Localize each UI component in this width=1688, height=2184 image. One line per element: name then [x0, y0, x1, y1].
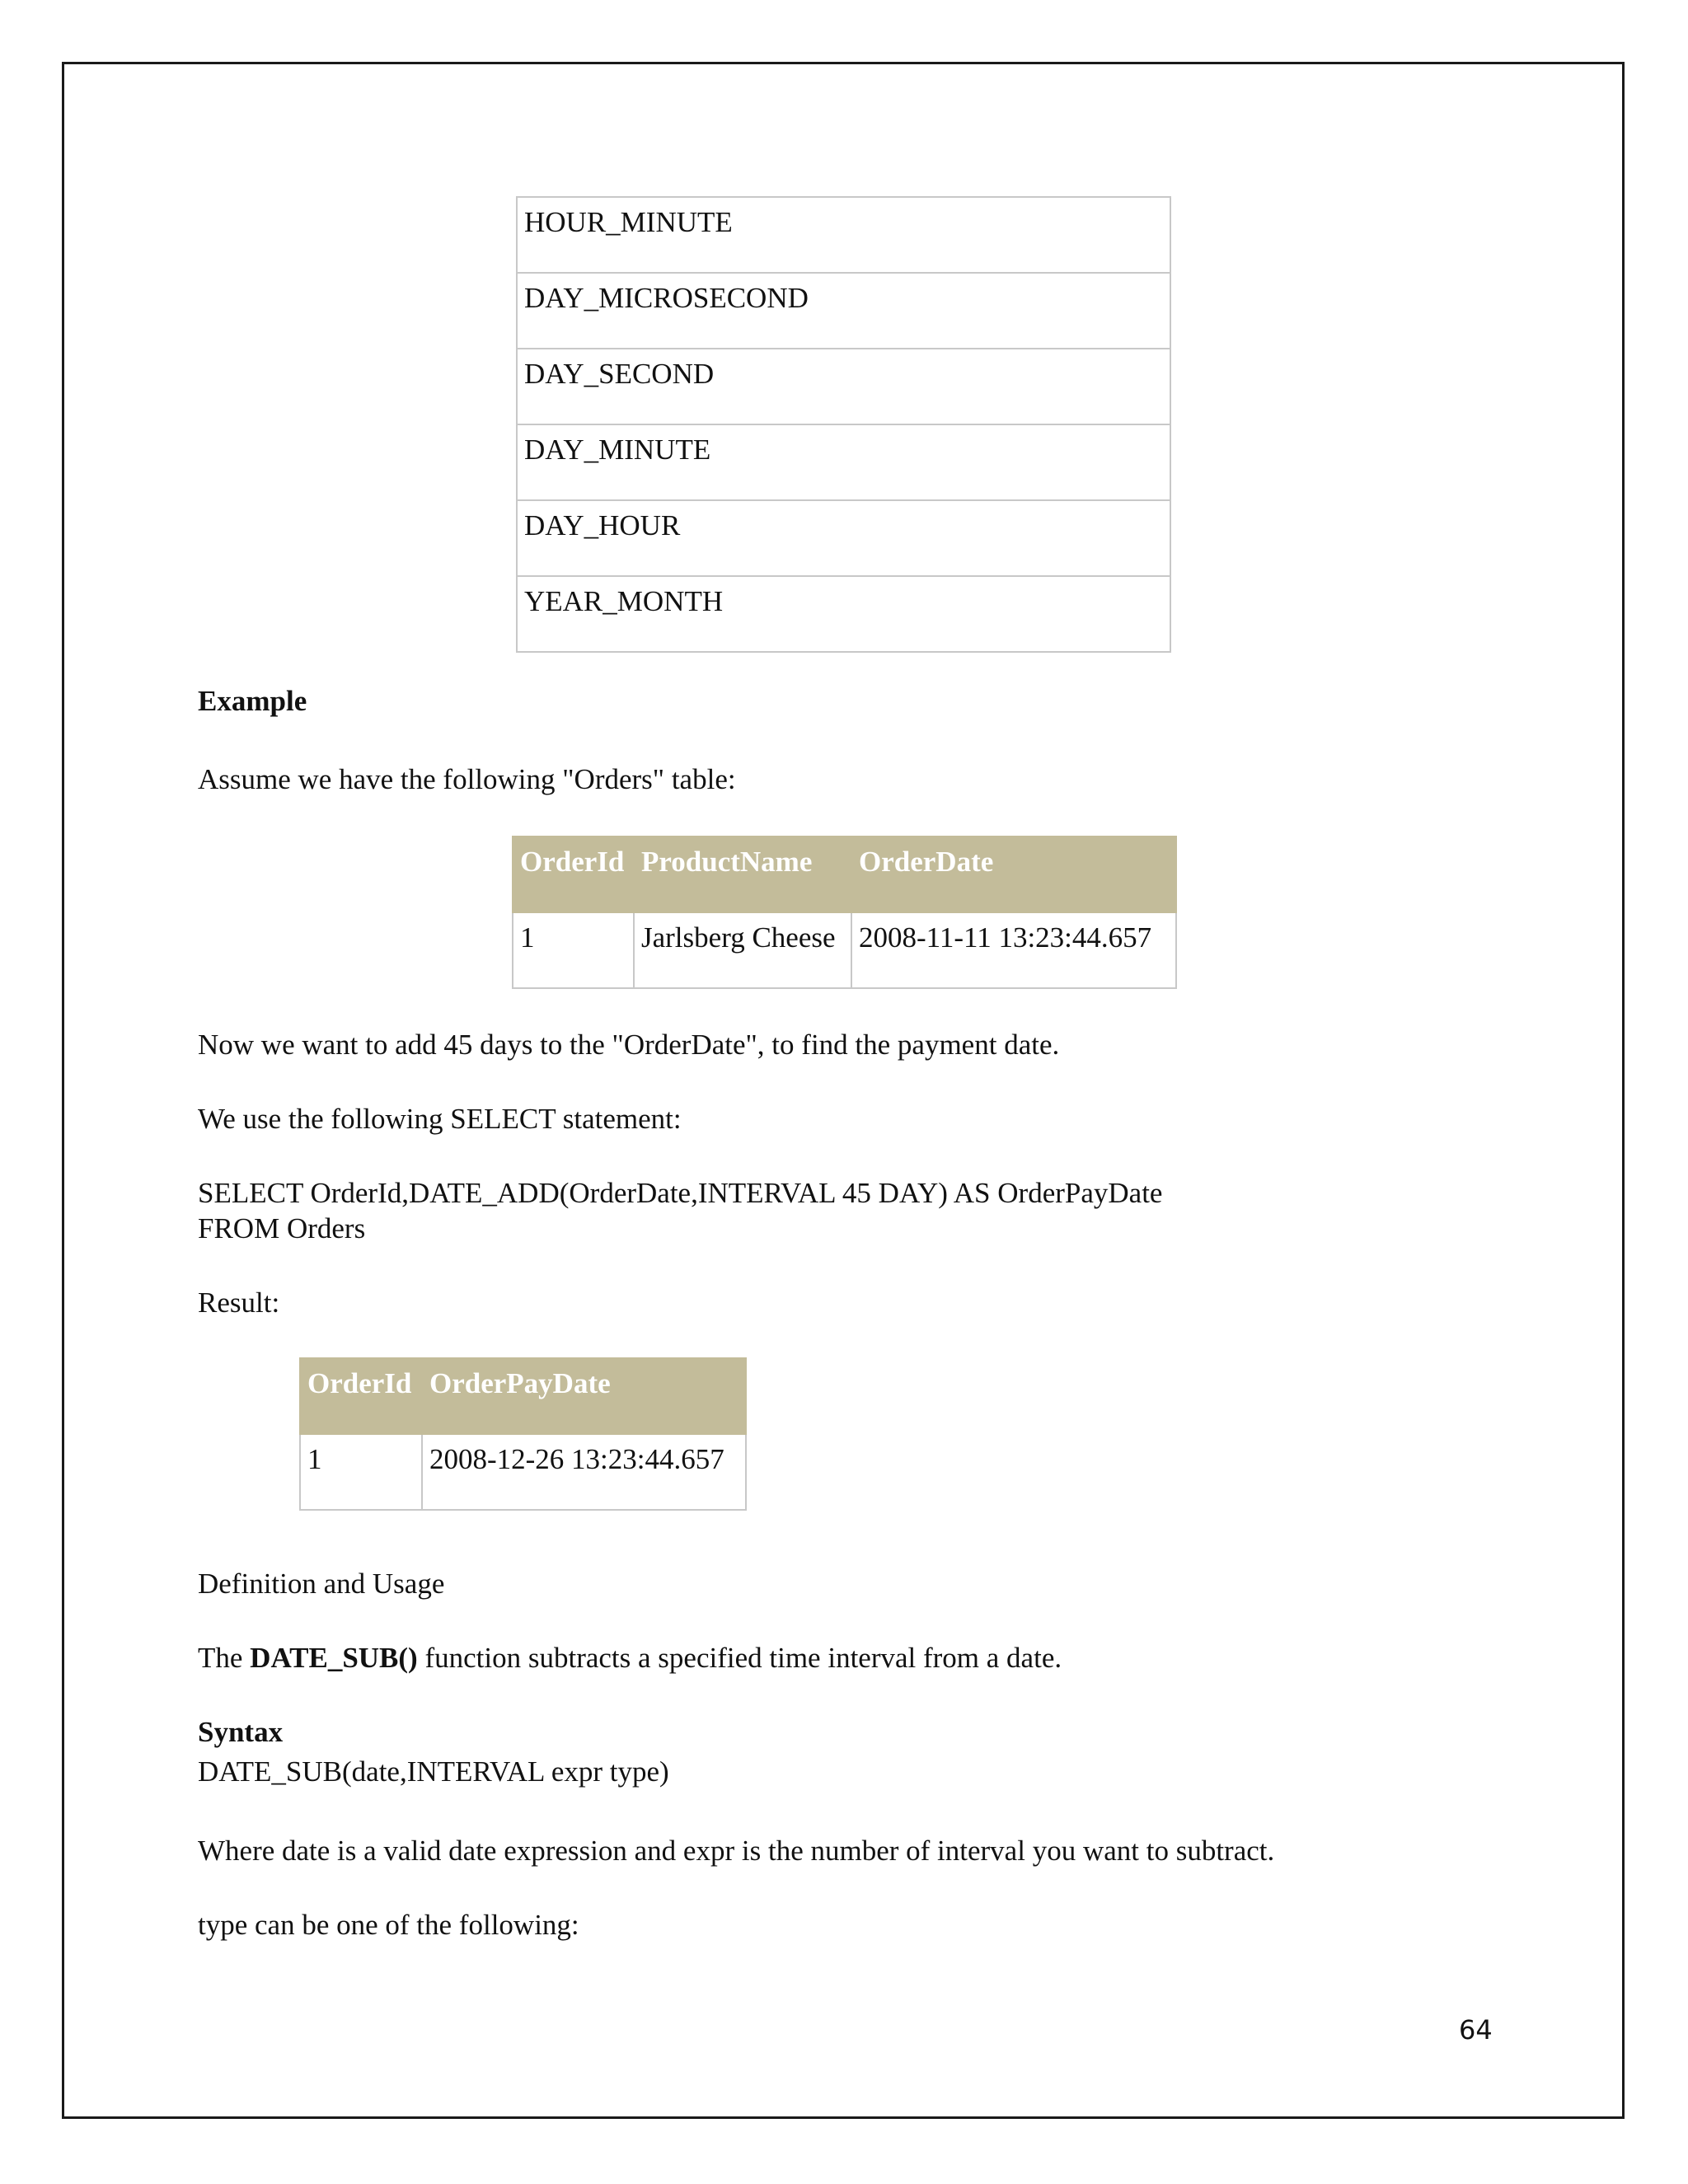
type-intro: type can be one of the following: [198, 1909, 579, 1941]
table-cell: 2008-12-26 13:23:44.657 [422, 1434, 746, 1510]
orders-table [512, 836, 1177, 989]
table-cell: DAY_MINUTE [517, 424, 1170, 500]
table-row [300, 1434, 746, 1510]
result-table [299, 1357, 747, 1511]
page-number: 64 [1459, 2014, 1493, 2046]
syntax-heading: Syntax [198, 1716, 284, 1748]
column-header: OrderId [513, 837, 634, 912]
where-text: Where date is a valid date expression and expr is the number of interval you want to subtract. [198, 1835, 1275, 1867]
definition-heading: Definition and Usage [198, 1568, 445, 1600]
table-cell: HOUR_MINUTE [517, 197, 1170, 273]
syntax-text: DATE_SUB(date,INTERVAL expr type) [198, 1755, 669, 1788]
column-header: OrderId [300, 1358, 422, 1434]
table-row [517, 349, 1170, 424]
table-row [517, 424, 1170, 500]
result-label: Result: [198, 1286, 280, 1319]
table-row [517, 273, 1170, 349]
statement-intro: We use the following SELECT statement: [198, 1103, 682, 1135]
sql-line-1: SELECT OrderId,DATE_ADD(OrderDate,INTERVAL 45 DAY) AS OrderPayDate [198, 1177, 1163, 1209]
column-header: OrderDate [851, 837, 1176, 912]
table-header-row [300, 1358, 746, 1434]
interval-units-table [516, 196, 1171, 653]
function-name: DATE_SUB() [250, 1642, 418, 1674]
table-row [517, 197, 1170, 273]
description-prefix: The [198, 1642, 251, 1674]
column-header: OrderPayDate [422, 1358, 746, 1434]
table-cell: YEAR_MONTH [517, 576, 1170, 652]
example-intro: Assume we have the following "Orders" table: [198, 763, 736, 795]
table-cell: Jarlsberg Cheese [634, 912, 851, 988]
column-header: ProductName [634, 837, 851, 912]
table-cell: 2008-11-11 13:23:44.657 [851, 912, 1176, 988]
definition-description [198, 1641, 1062, 1675]
description-suffix: function subtracts a specified time interval from a date. [417, 1642, 1062, 1674]
table-cell: DAY_SECOND [517, 349, 1170, 424]
example-heading: Example [198, 685, 307, 717]
table-cell: DAY_HOUR [517, 500, 1170, 576]
table-row [513, 912, 1176, 988]
table-cell: DAY_MICROSECOND [517, 273, 1170, 349]
sql-line-2: FROM Orders [198, 1212, 366, 1244]
table-header-row [513, 837, 1176, 912]
goal-text: Now we want to add 45 days to the "OrderDate", to find the payment date. [198, 1029, 1060, 1061]
table-cell: 1 [300, 1434, 422, 1510]
table-cell: 1 [513, 912, 634, 988]
table-row [517, 576, 1170, 652]
table-row [517, 500, 1170, 576]
